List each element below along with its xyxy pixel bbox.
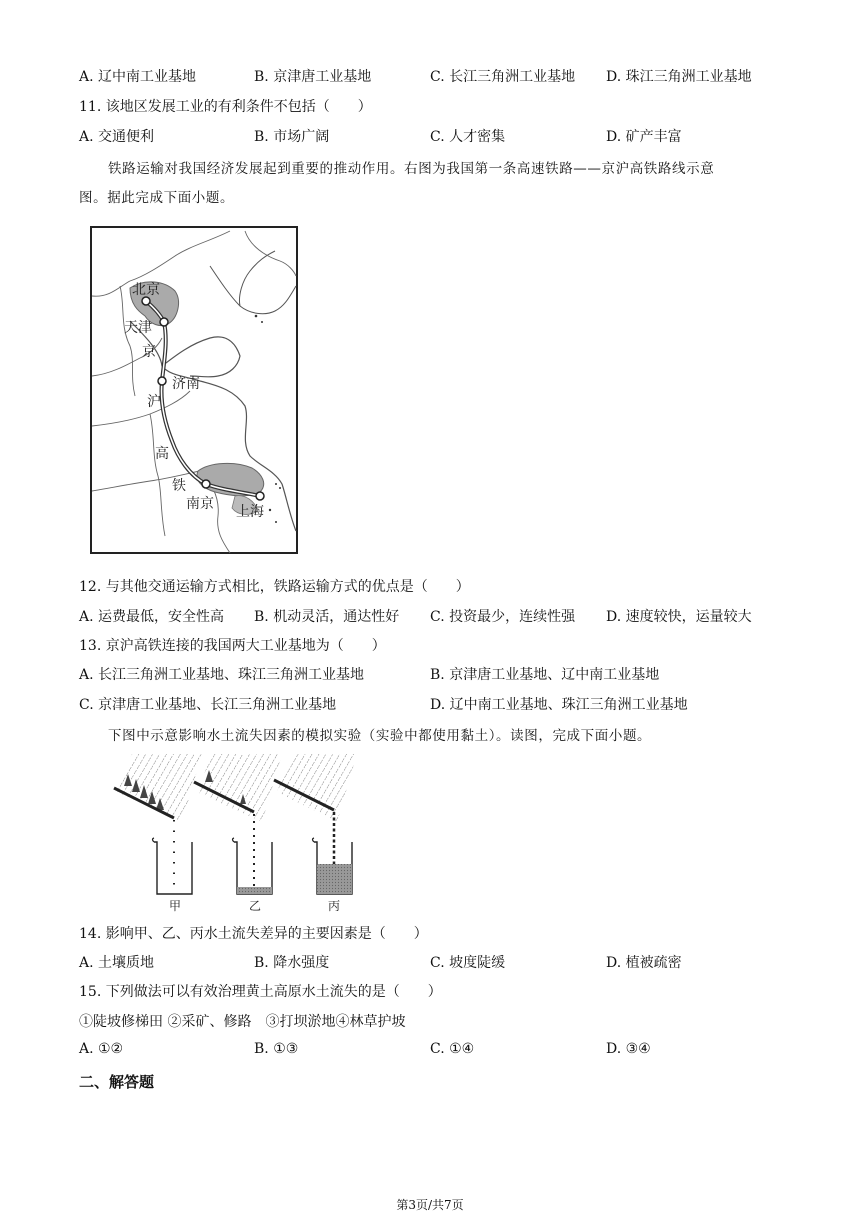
q13-stem: 13. 京沪高铁连接的我国两大工业基地为（ ） [79,638,386,654]
label-yi: 乙 [249,899,262,913]
island [279,487,281,489]
page-footer: 第3页/共7页 [396,1198,464,1212]
tianjin-node [160,318,168,326]
sediment-bing [317,864,352,894]
q10-option-c: C. 长江三角洲工业基地 [430,69,576,85]
island [255,315,258,318]
erosion-experiment-figure [112,752,362,914]
island [275,483,277,485]
q14-option-a: A. 土壤质地 [79,955,155,971]
q15-option-a: A. ①② [79,1041,124,1057]
q11-stem: 11. 该地区发展工业的有利条件不包括（ ） [79,99,372,115]
sediment-yi [237,887,272,894]
q15-stem: 15. 下列做法可以有效治理黄土高原水土流失的是（ ） [79,984,442,1000]
q13-option-b: B. 京津唐工业基地、辽中南工业基地 [430,667,660,683]
city-label-nanjing: 南京 [186,496,214,512]
label-jia: 甲 [169,899,182,913]
city-label-beijing: 北京 [132,282,160,298]
q11-option-c: C. 人才密集 [430,129,506,145]
q15-option-d: D. ③④ [606,1041,651,1057]
line-label-tie: 铁 [172,478,186,494]
island [275,521,277,523]
q10-option-b: B. 京津唐工业基地 [254,69,372,85]
city-label-jinan: 济南 [172,376,200,392]
rain-yi [197,754,282,822]
line-label-jing: 京 [142,344,156,360]
q15-choices: ①陡坡修梯田 ②采矿、修路 ③打坝淤地④林草护坡 [79,1014,406,1030]
island [269,509,271,511]
line-label-gao: 高 [155,446,169,462]
q12-option-c: C. 投资最少，连续性强 [430,609,576,625]
q12-option-b: B. 机动灵活，通达性好 [254,609,400,625]
beijing-node [142,297,150,305]
q10-option-a: A. 辽中南工业基地 [79,69,197,85]
section-heading-answers: 二、解答题 [79,1073,155,1091]
q11-option-b: B. 市场广阔 [254,129,330,145]
q15-option-c: C. ①④ [430,1041,475,1057]
q12-stem: 12. 与其他交通运输方式相比，铁路运输方式的优点是（ ） [79,579,470,595]
q15-option-b: B. ①③ [254,1041,299,1057]
railway-map [90,226,298,554]
q14-stem: 14. 影响甲、乙、丙水土流失差异的主要因素是（ ） [79,926,428,942]
q13-option-d: D. 辽中南工业基地、珠江三角洲工业基地 [430,697,688,713]
q13-option-a: A. 长江三角洲工业基地、珠江三角洲工业基地 [79,667,365,683]
q11-option-a: A. 交通便利 [79,129,155,145]
island [261,321,263,323]
label-bing: 丙 [328,899,341,913]
q14-option-d: D. 植被疏密 [606,955,682,971]
jinan-node [158,377,166,385]
q14-option-c: C. 坡度陡缓 [430,955,506,971]
city-label-tianjin: 天津 [124,320,152,336]
railway-intro-line1: 铁路运输对我国经济发展起到重要的推动作用。右图为我国第一条高速铁路——京沪高铁路线示意 [108,161,715,177]
q12-option-d: D. 速度较快，运量较大 [606,609,752,625]
railway-intro-line2: 图。据此完成下面小题。 [79,190,235,206]
q10-option-d: D. 珠江三角洲工业基地 [606,69,752,85]
erosion-intro: 下图中示意影响水土流失因素的模拟实验（实验中都使用黏土）。读图，完成下面小题。 [108,728,652,744]
shanghai-node [256,492,264,500]
q13-option-c: C. 京津唐工业基地、长江三角洲工业基地 [79,697,337,713]
city-label-shanghai: 上海 [236,504,264,520]
line-label-hu: 沪 [147,394,161,410]
nanjing-node [202,480,210,488]
q12-option-a: A. 运费最低，安全性高 [79,609,225,625]
q11-option-d: D. 矿产丰富 [606,129,682,145]
beaker-jia [154,842,192,894]
q14-option-b: B. 降水强度 [254,955,330,971]
